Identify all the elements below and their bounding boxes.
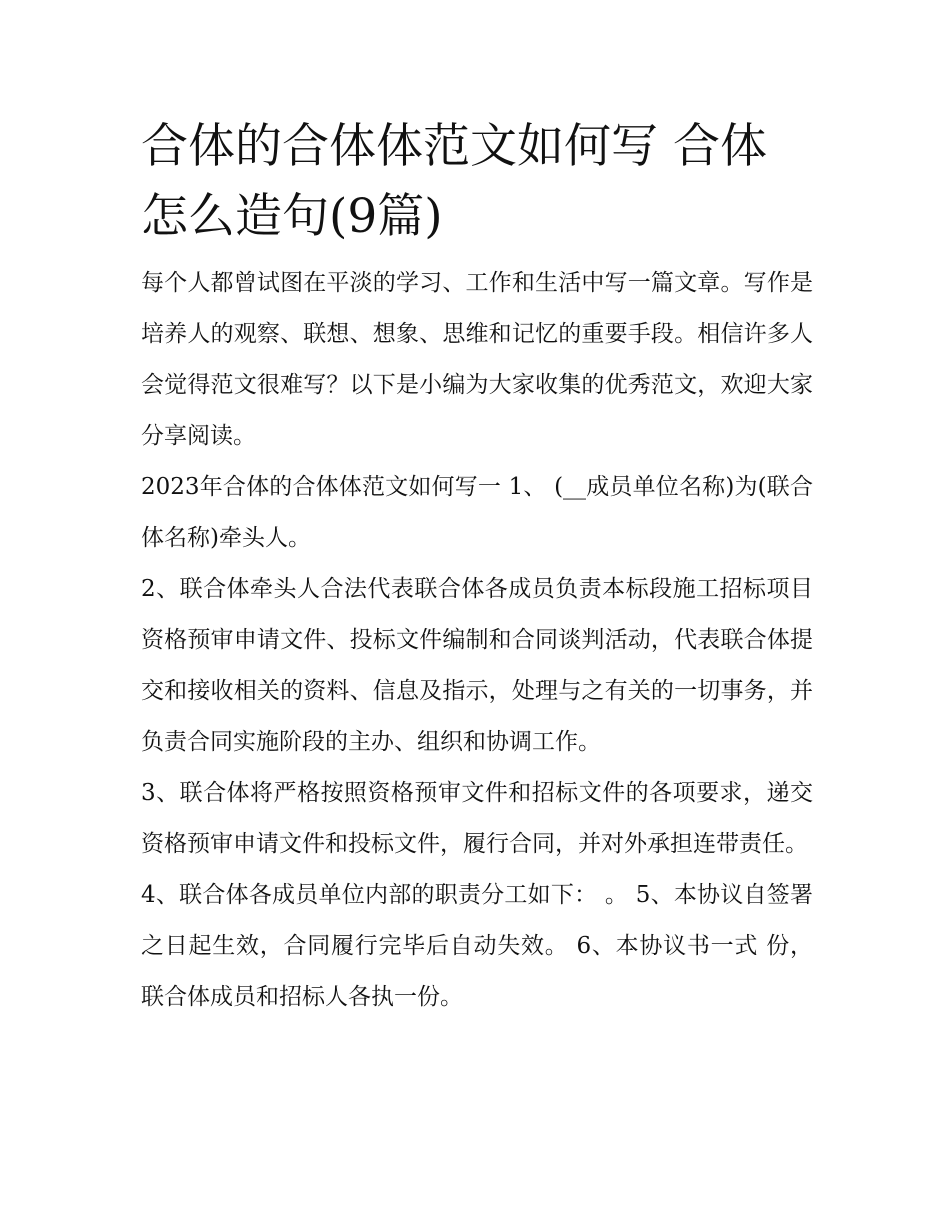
clause-3-paragraph: 3、联合体将严格按照资格预审文件和招标文件的各项要求，递交资格预审申请文件和投标文件，履行合同，并对外承担连带责任。 — [141, 780, 813, 857]
clause-2-paragraph: 2、联合体牵头人合法代表联合体各成员负责本标段施工招标项目资格预审申请文件、投标文件编制和合同谈判活动，代表联合体提交和接收相关的资料、信息及指示，处理与之有关的一切事务，并负责合同实施阶段的主办、组织和协调工作。 — [141, 576, 813, 755]
clause-4-6-paragraph: 4、联合体各成员单位内部的职责分工如下： 。 5、本协议自签署之日起生效，合同履行完毕后自动失效。 6、本协议书一式 份，联合体成员和招标人各执一份。 — [141, 882, 813, 1010]
document-page — [141, 112, 813, 1023]
clause-1-paragraph: 2023年合体的合体体范文如何写一 1、 (__成员单位名称)为(联合体名称)牵头人。 — [141, 474, 813, 551]
document-title: 合体的合体体范文如何写 合体怎么造句(9篇) — [141, 119, 767, 244]
intro-paragraph: 每个人都曾试图在平淡的学习、工作和生活中写一篇文章。写作是培养人的观察、联想、想象、思维和记忆的重要手段。相信许多人会觉得范文很难写？以下是小编为大家收集的优秀范文，欢迎大家分享阅读。 — [141, 270, 813, 449]
